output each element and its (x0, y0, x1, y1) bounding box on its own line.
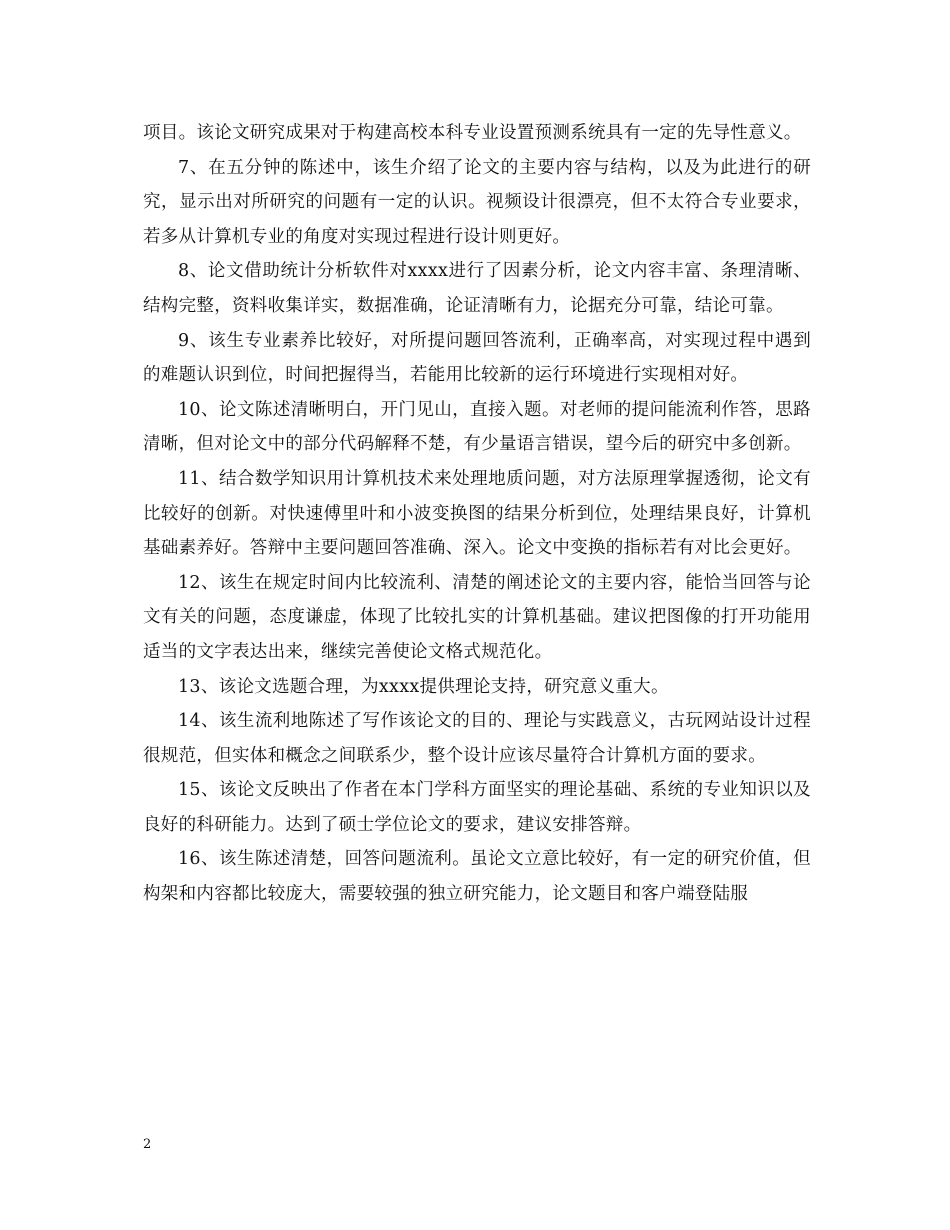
paragraph-continued: 项目。该论文研究成果对于构建高校本科专业设置预测系统具有一定的先导性意义。 (143, 123, 802, 143)
paragraph-14: 14、该生流利地陈述了写作该论文的目的、理论与实践意义，古玩网站设计过程很规范，但实体和概念之间联系少，整个设计应该尽量符合计算机方面的要求。 (143, 711, 811, 766)
paragraph-10: 10、论文陈述清晰明白，开门见山，直接入题。对老师的提问能流利作答，思路清晰，但对论文中的部分代码解释不楚，有少量语言错误，望今后的研究中多创新。 (143, 399, 811, 455)
paragraph-16: 16、该生陈述清楚，回答问题流利。虽论文立意比较好，有一定的研究价值，但构架和内容都比较庞大，需要较强的独立研究能力，论文题目和客户端登陆服 (143, 849, 811, 905)
paragraph-15: 15、该论文反映出了作者在本门学科方面坚实的理论基础、系统的专业知识以及良好的科研能力。达到了硕士学位论文的要求，建议安排答辩。 (143, 780, 811, 835)
paragraph-12: 12、该生在规定时间内比较流利、清楚的阐述论文的主要内容，能恰当回答与论文有关的问题，态度谦虚，体现了比较扎实的计算机基础。建议把图像的打开功能用适当的文字表达出来，继续完善使论文格式规范化。 (143, 572, 811, 662)
paragraph-9: 9、该生专业素养比较好，对所提问题回答流利，正确率高，对实现过程中遇到的难题认识到位，时间把握得当，若能用比较新的运行环境进行实现相对好。 (143, 330, 811, 386)
document-body (143, 116, 811, 912)
page-number: 2 (143, 1137, 152, 1152)
paragraph-11: 11、结合数学知识用计算机技术来处理地质问题，对方法原理掌握透彻，论文有比较好的创新。对快速傅里叶和小波变换图的结果分析到位，处理结果良好，计算机基础素养好。答辩中主要问题回答准确、深入。论文中变换的指标若有对比会更好。 (143, 468, 811, 559)
paragraph-7: 7、在五分钟的陈述中，该生介绍了论文的主要内容与结构，以及为此进行的研究，显示出对所研究的问题有一定的认识。视频设计很漂亮，但不太符合专业要求，若多从计算机专业的角度对实现过程进行设计则更好。 (143, 157, 811, 247)
paragraph-13: 13、该论文选题合理，为xxxx提供理论支持，研究意义重大。 (178, 676, 669, 697)
paragraph-8: 8、论文借助统计分析软件对xxxx进行了因素分析，论文内容丰富、条理清晰、结构完整，资料收集详实，数据准确，论证清晰有力，论据充分可靠，结论可靠。 (143, 261, 811, 316)
